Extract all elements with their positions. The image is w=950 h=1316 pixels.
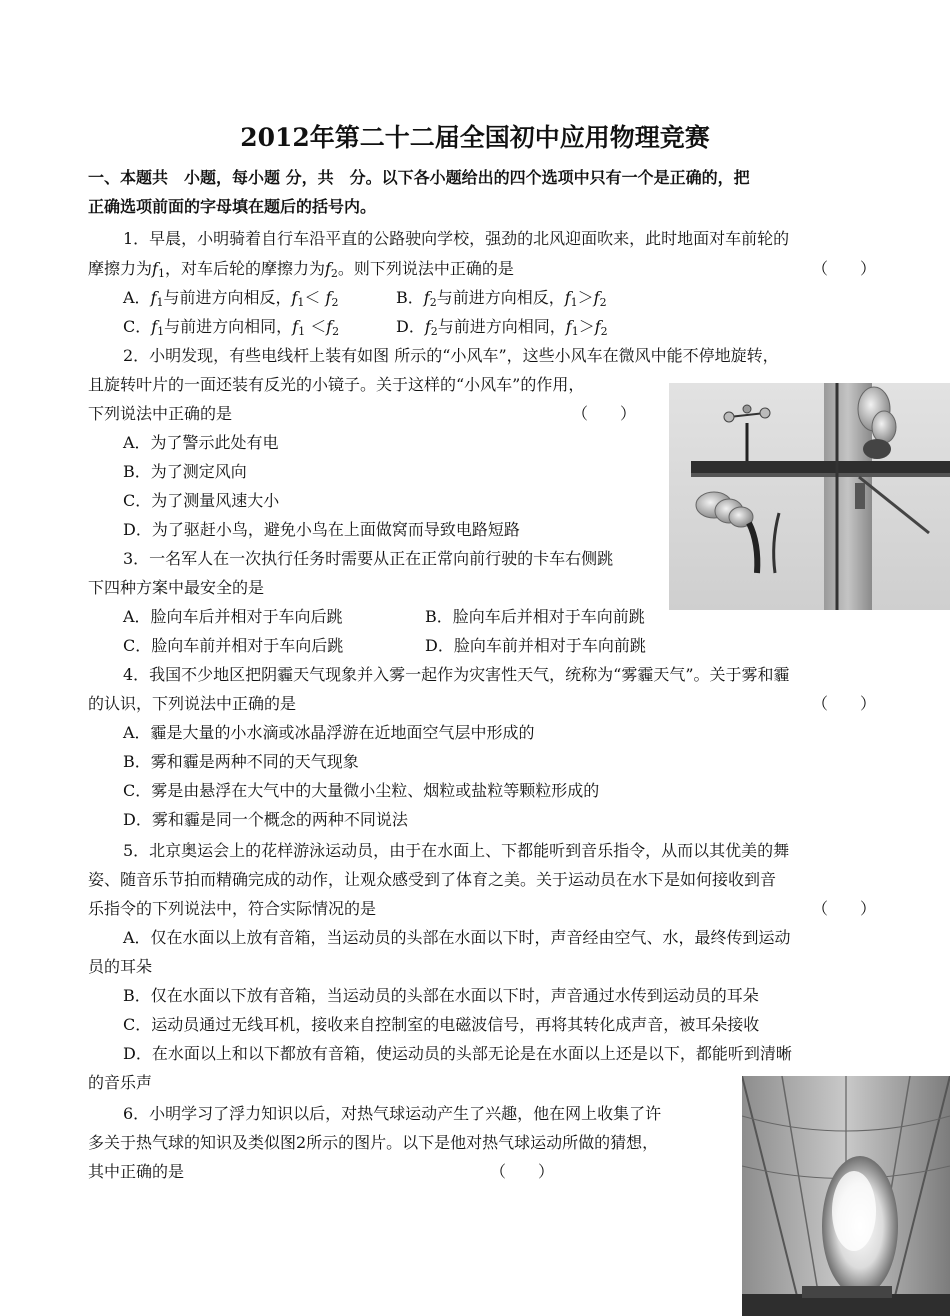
q2-option-d[interactable]: D．为了驱赶小鸟，避免小鸟在上面做窝而导致电路短路 <box>123 520 520 539</box>
q5-stem-line-3: 乐指令的下列说法中，符合实际情况的是 <box>88 899 377 918</box>
q5-option-c[interactable]: C．运动员通过无线耳机，接收来自控制室的电磁波信号，再将其转化成声音，被耳朵接收 <box>123 1015 760 1034</box>
q6-answer-bracket[interactable]: （ ） <box>490 1162 555 1181</box>
q5-option-b[interactable]: B．仅在水面以下放有音箱，当运动员的头部在水面以下时，声音通过水传到运动员的耳朵 <box>123 986 759 1005</box>
q1-option-c[interactable]: C．$f_1$与前进方向相同，$f_1 <f_2$ <box>123 317 340 338</box>
q5-option-a-line-1[interactable]: A．仅在水面以上放有音箱，当运动员的头部在水面以下时，声音经由空气、水，最终传到运动 <box>123 928 791 947</box>
q4-option-b[interactable]: B．雾和霾是两种不同的天气现象 <box>123 752 359 771</box>
q4-stem-line-1: 4．我国不少地区把阴霾天气现象并入雾一起作为灾害性天气，统称为“雾霾天气”。关于雾和霾 <box>123 665 790 684</box>
q5-option-d-line-1[interactable]: D．在水面以上和以下都放有音箱，使运动员的头部无论是在水面以上还是以下，都能听到清晰 <box>123 1044 792 1063</box>
q1-option-d[interactable]: D．$f_2$与前进方向相同，$f_1>f_2$ <box>396 317 608 338</box>
q2-option-c[interactable]: C．为了测量风速大小 <box>123 491 280 510</box>
q5-stem-line-2: 姿、随音乐节拍而精确完成的动作，让观众感受到了体育之美。关于运动员在水下是如何接收到音 <box>88 870 777 889</box>
q4-option-a[interactable]: A．霾是大量的小水滴或冰晶浮游在近地面空气层中形成的 <box>123 723 535 742</box>
q1-option-a[interactable]: A．$f_1$与前进方向相反，$f_1< f_2$ <box>123 288 339 309</box>
q3-stem-line-2: 下四种方案中最安全的是 <box>88 578 265 597</box>
q4-option-c[interactable]: C．雾是由悬浮在大气中的大量微小尘粒、烟粒或盐粒等颗粒形成的 <box>123 781 600 800</box>
q2-stem-line-2: 且旋转叶片的一面还装有反光的小镜子。关于这样的“小风车”的作用， <box>88 375 585 394</box>
q1-stem-line-2: 摩擦力为$f_1$，对车后轮的摩擦力为$f_2$。则下列说法中正确的是 <box>88 259 514 280</box>
instructions-line-1: 一、本题共 小题，每小题 分，共 分。以下各小题给出的四个选项中只有一个是正确的，把 <box>88 168 750 187</box>
q5-option-a-line-2[interactable]: 员的耳朵 <box>88 957 153 976</box>
q2-stem-line-3: 下列说法中正确的是 <box>88 404 233 423</box>
q4-answer-bracket[interactable]: （ ） <box>812 694 877 713</box>
q4-stem-line-2: 的认识，下列说法中正确的是 <box>88 694 297 713</box>
instructions-line-2: 正确选项前面的字母填在题后的括号内。 <box>88 197 377 216</box>
q6-stem-line-2: 多关于热气球的知识及类似图2所示的图片。以下是他对热气球运动所做的猜想， <box>88 1133 659 1152</box>
q3-option-c[interactable]: C．脸向车前并相对于车向后跳 <box>123 636 344 655</box>
q3-stem-line-1: 3．一名军人在一次执行任务时需要从正在正常向前行驶的卡车右侧跳 <box>123 549 614 568</box>
q2-stem-line-1: 2．小明发现，有些电线杆上装有如图 所示的“小风车”，这些小风车在微风中能不停地旋转， <box>123 346 779 365</box>
q3-option-d[interactable]: D．脸向车前并相对于车向前跳 <box>425 636 646 655</box>
q1-stem-line-1: 1．早晨，小明骑着自行车沿平直的公路驶向学校，强劲的北风迎面吹来，此时地面对车前轮的 <box>123 229 790 248</box>
q2-option-b[interactable]: B．为了测定风向 <box>123 462 247 481</box>
q6-stem-line-3: 其中正确的是 <box>88 1162 185 1181</box>
q2-answer-bracket[interactable]: （ ） <box>572 404 637 423</box>
q4-option-d[interactable]: D．雾和霾是同一个概念的两种不同说法 <box>123 810 408 829</box>
q5-stem-line-1: 5．北京奥运会上的花样游泳运动员，由于在水面上、下都能听到音乐指令，从而以其优美的舞 <box>123 841 790 860</box>
q1-answer-bracket[interactable]: （ ） <box>812 259 877 278</box>
q3-option-a[interactable]: A．脸向车后并相对于车向后跳 <box>123 607 343 626</box>
q5-option-d-line-2[interactable]: 的音乐声 <box>88 1073 153 1092</box>
q5-answer-bracket[interactable]: （ ） <box>812 899 877 918</box>
page-title: 2012年第二十二届全国初中应用物理竞赛 <box>240 123 710 152</box>
q2-option-a[interactable]: A．为了警示此处有电 <box>123 433 279 452</box>
figure-utility-pole-windmill <box>669 383 950 610</box>
figure-hot-air-balloon <box>742 1076 950 1316</box>
q3-option-b[interactable]: B．脸向车后并相对于车向前跳 <box>425 607 645 626</box>
q1-option-b[interactable]: B．$f_2$与前进方向相反，$f_1>f_2$ <box>396 288 607 309</box>
q6-stem-line-1: 6．小明学习了浮力知识以后，对热气球运动产生了兴趣，他在网上收集了许 <box>123 1104 662 1123</box>
